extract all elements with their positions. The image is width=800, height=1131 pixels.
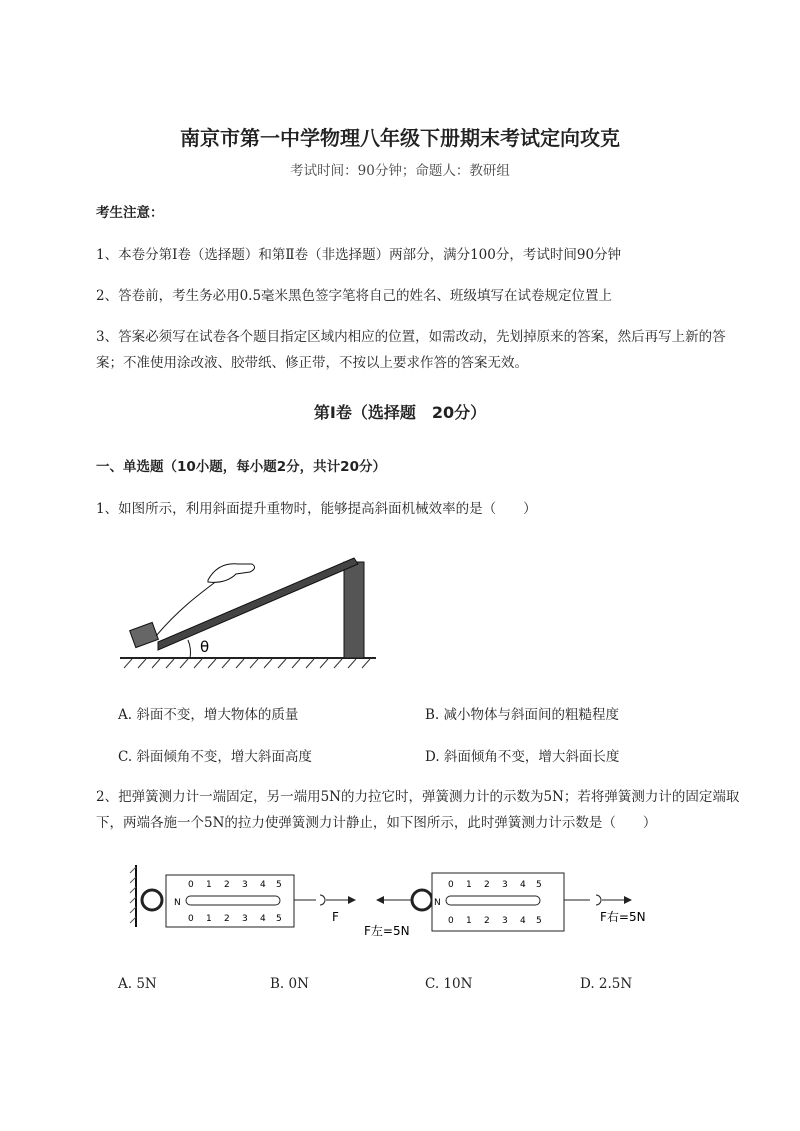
svg-text:3: 3 [242, 880, 248, 890]
option-a[interactable]: A. 斜面不变，增大物体的质量 [118, 707, 299, 723]
svg-text:4: 4 [260, 880, 266, 890]
page-title: 南京市第一中学物理八年级下册期末考试定向攻克 [180, 126, 620, 150]
force-right-label: F右=5N [600, 910, 646, 924]
svg-text:1: 1 [206, 880, 212, 890]
option-c[interactable]: C. 10N [425, 976, 473, 992]
notice-heading: 考生注意： [96, 205, 164, 221]
notice-item: 1、本卷分第Ⅰ卷（选择题）和第Ⅱ卷（非选择题）两部分，满分100分，考试时间90分钟 [96, 247, 622, 263]
question-stem: 1、如图所示，利用斜面提升重物时，能够提高斜面机械效率的是（ ） [96, 501, 537, 517]
svg-text:1: 1 [466, 916, 472, 926]
svg-text:4: 4 [520, 880, 526, 890]
weight-box [130, 622, 159, 647]
svg-text:3: 3 [502, 916, 508, 926]
svg-text:2: 2 [224, 880, 230, 890]
notice-item: 3、答案必须写在试卷各个题目指定区域内相应的位置，如需改动，先划掉原来的答案，然后再写上新的答案；不准使用涂改液、胶带纸、修正带，不按以上要求作答的答案无效。 [96, 329, 726, 371]
ring-icon [412, 890, 432, 910]
notice-item: 2、答卷前，考生务必用0.5毫米黑色签字笔将自己的姓名、班级填写在试卷规定位置上 [96, 288, 613, 304]
angle-arc [188, 640, 190, 658]
svg-text:5: 5 [276, 880, 282, 890]
option-b[interactable]: B. 0N [270, 976, 309, 992]
svg-text:3: 3 [242, 914, 248, 924]
svg-text:5: 5 [536, 916, 542, 926]
page-subtitle: 考试时间：90分钟；命题人：教研组 [290, 163, 510, 179]
option-b[interactable]: B. 减小物体与斜面间的粗糙程度 [425, 707, 620, 723]
ring-icon [142, 890, 162, 910]
svg-text:0: 0 [188, 914, 194, 924]
svg-text:1: 1 [206, 914, 212, 924]
option-d[interactable]: D. 斜面倾角不变，增大斜面长度 [425, 749, 620, 765]
option-a[interactable]: A. 5N [118, 976, 157, 992]
spring-scale-figure [120, 855, 660, 945]
svg-text:0: 0 [448, 880, 454, 890]
svg-text:3: 3 [502, 880, 508, 890]
force-left-label: F左=5N [364, 924, 410, 938]
option-d[interactable]: D. 2.5N [580, 976, 633, 992]
question-stem: 2、把弹簧测力计一端固定，另一端用5N的力拉它时，弹簧测力计的示数为5N；若将弹簧测力计的固定端取下，两端各施一个5N的拉力使弹簧测力计静止，如下图所示，此时弹簧测力计示数是（ ） [96, 789, 740, 831]
svg-text:0: 0 [188, 880, 194, 890]
ground-hatch [124, 659, 370, 668]
svg-text:4: 4 [260, 914, 266, 924]
svg-text:5: 5 [536, 880, 542, 890]
incline-figure [118, 540, 380, 672]
part-heading: 一、单选题（10小题，每小题2分，共计20分） [96, 459, 386, 475]
option-c[interactable]: C. 斜面倾角不变，增大斜面高度 [118, 749, 312, 765]
support-block [344, 562, 364, 658]
section-title: 第Ⅰ卷（选择题 20分） [313, 403, 487, 422]
svg-text:1: 1 [466, 880, 472, 890]
angle-label: θ [200, 638, 210, 656]
svg-text:0: 0 [448, 916, 454, 926]
svg-text:N: N [174, 898, 181, 908]
hand-drawing [208, 564, 255, 583]
svg-text:2: 2 [484, 880, 490, 890]
svg-text:2: 2 [484, 916, 490, 926]
svg-text:2: 2 [224, 914, 230, 924]
svg-text:4: 4 [520, 916, 526, 926]
svg-text:N: N [434, 898, 441, 908]
svg-text:5: 5 [276, 914, 282, 924]
force-label: F [332, 910, 339, 924]
